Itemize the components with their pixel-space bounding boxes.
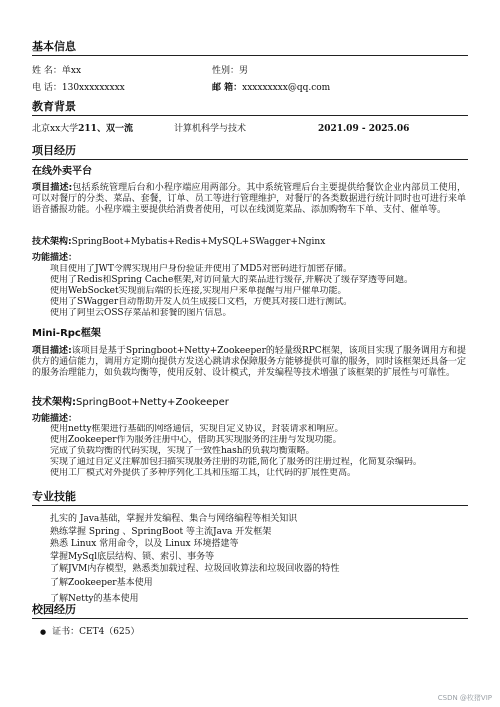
project-1-desc-text: 包括系统管理后台和小程序端应用两部分。其中系统管理后台主要提供给餐饮企业内部员工使用，可以对餐厅的分类、菜品、套餐，订单、员工等进行管理维护，对餐厅的各类数据进行统计同时也可进行来单语音播报功能。小程序端主要提供给消费者使用，可以在线浏览菜品、添加购物车下单、支付、催单等。 [32, 183, 466, 216]
name-value: 单xx [61, 66, 82, 76]
phone-label: 电 话： [32, 83, 62, 93]
list-item: 1. 使用netty框架进行基础的网络通信，实现自定义协议，封装请求和响应。 [50, 424, 470, 435]
section-title-education: 教育背景 [32, 100, 468, 116]
bullet-icon: ● [40, 628, 47, 636]
section-title-basic: 基本信息 [32, 40, 468, 56]
education-school [32, 124, 133, 135]
list-item: 1. 扎实的 Java基础，掌握并发编程、集合与网络编程等相关知识 [50, 513, 470, 526]
list-item: 3. 熟悉 Linux 常用命令，以及 Linux 环境搭建等 [50, 538, 470, 551]
project-2-desc-label: 项目描述: [32, 346, 72, 356]
name-label: 姓 名： [32, 66, 62, 76]
gender-value: 男 [239, 66, 249, 76]
phone-row [32, 83, 125, 94]
project-1-description [32, 183, 466, 217]
project-1-tech [32, 237, 325, 248]
list-item: 6. 了解Zookeeper基本使用 [50, 576, 470, 591]
section-title-skills: 专业技能 [32, 490, 468, 506]
name-row [32, 66, 81, 77]
project-1-name: 在线外卖平台 [32, 166, 92, 177]
list-item: 3. 使用WebSocket实现前后端的长连接,实现用户来单提醒与用户催单功能。 [50, 286, 470, 297]
list-item: 2. 使用Zookeeper作为服务注册中心，借助其实现服务的注册与发现功能。 [50, 435, 470, 446]
section-title-campus: 校园经历 [32, 603, 468, 619]
list-item: 1. 项目使用了JWT令牌实现用户身份验证并使用了MD5对密码进行加密存储。 [50, 264, 470, 275]
project-2-desc-text: 该项目是基于Springboot+Netty+Zookeeper的轻量级RPC框架，该项目实现了服务调用方和提供方的通信能力，调用方定期向提供方发送心跳请求保障服务方能够提供可靠的服务，同时该框架还具备一定的服务治理能力，如负载均衡等，使用反射、设计模式，并发编程等技术增强了该框架的扩展性与可靠性。 [32, 346, 466, 379]
list-item: 3. 完成了负载均衡的代码实现，实现了一致性hash的负载均衡策略。 [50, 446, 470, 457]
list-item: 2. 熟练掌握 Spring 、SpringBoot 等主流Java 开发框架 [50, 526, 470, 539]
list-item: 4. 实现了通过自定义注解加包扫描实现服务注册的功能,简化了服务的注册过程，化简复杂编码。 [50, 457, 470, 468]
project-2-feature-list [32, 424, 470, 479]
email-row [212, 83, 330, 94]
email-value[interactable]: xxxxxxxxx@qq.com [242, 83, 331, 93]
project-2-tech-text: SpringBoot+Netty+Zookeeper [76, 397, 229, 408]
list-item: 5. 了解JVM内存模型，熟悉类加载过程、垃圾回收算法和垃圾回收器的特性 [50, 563, 470, 576]
skills-list [32, 513, 470, 608]
campus-item [40, 627, 139, 638]
list-item: 5. 使用工厂模式对外提供了多种序列化工具和压缩工具，让代码的扩展性更高。 [50, 468, 470, 479]
school-name: 北京xx大学 [32, 124, 79, 134]
school-tags: 211、双一流 [78, 124, 133, 134]
list-item: 7. 了解Netty的基本使用 [50, 591, 470, 608]
phone-value: 130xxxxxxxxx [61, 83, 125, 93]
campus-item-text: 证书：CET4（625） [52, 627, 140, 637]
project-2-tech [32, 397, 229, 409]
list-item: 2. 使用了Redis和Spring Cache框架,对访问量大的菜品进行缓存,并解决了缓存穿透等问题。 [50, 275, 470, 286]
list-item: 4. 使用了SWagger自动帮助开发人员生成接口文档，方便其对接口进行测试。 [50, 297, 470, 308]
section-title-projects: 项目经历 [32, 144, 468, 160]
project-2-tech-label: 技术架构: [32, 397, 76, 408]
project-1-func-label: 功能描述： [32, 253, 78, 263]
project-2-description [32, 346, 466, 380]
project-2-name: Mini-Rpc框架 [32, 328, 101, 339]
email-label: 邮 箱： [212, 83, 243, 93]
watermark: CSDN @枚猪VIP [437, 694, 492, 703]
project-1-feature-list [32, 264, 470, 319]
gender-label: 性别： [212, 66, 240, 76]
project-1-tech-text: SpringBoot+Mybatis+Redis+MySQL+SWagger+Nginx [71, 237, 326, 247]
education-period: 2021.09 - 2025.06 [318, 124, 410, 134]
education-major: 计算机科学与技术 [174, 124, 247, 134]
list-item: 5. 使用了阿里云OSS存菜品和套餐的图片信息。 [50, 308, 470, 319]
list-item: 4. 掌握MySql底层结构、锁、索引、事务等 [50, 551, 470, 564]
gender-row [212, 66, 248, 77]
project-2-func-label: 功能描述： [32, 414, 78, 424]
project-1-tech-label: 技术架构: [32, 237, 72, 247]
project-1-desc-label: 项目描述: [32, 183, 73, 193]
